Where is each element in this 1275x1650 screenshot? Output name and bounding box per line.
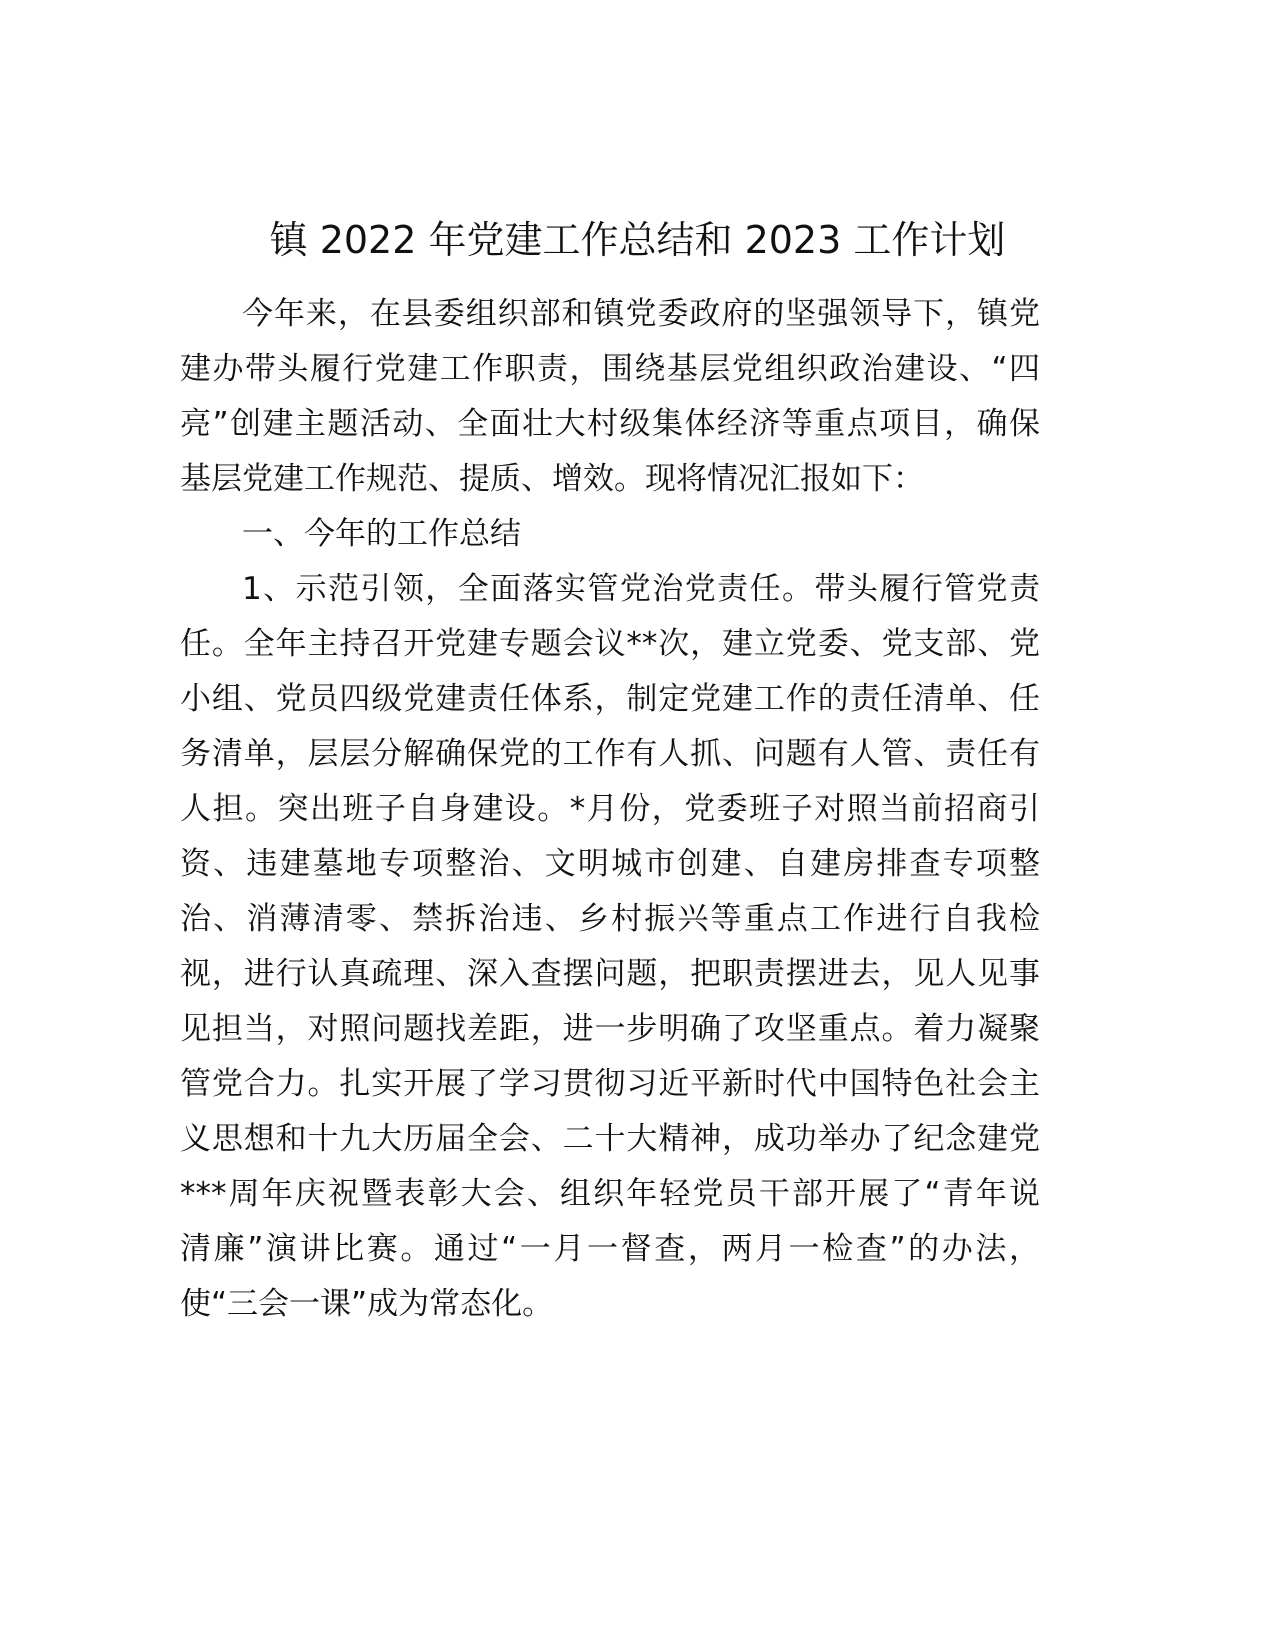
text-line: 务清单，层层分解确保党的工作有人抓、问题有人管、责任有 — [180, 736, 1040, 772]
text-line: 今年来，在县委组织部和镇党委政府的坚强领导下，镇党 — [242, 296, 1040, 332]
text-line: 小组、党员四级党建责任体系，制定党建工作的责任清单、任 — [180, 681, 1040, 717]
document-body — [180, 287, 1040, 1332]
text-line: 1、示范引领，全面落实管党治党责任。带头履行管党责 — [242, 571, 1040, 607]
text-line: 义思想和十九大历届全会、二十大精神，成功举办了纪念建党 — [180, 1121, 1040, 1157]
text-line: 见担当，对照问题找差距，进一步明确了攻坚重点。着力凝聚 — [180, 1011, 1040, 1047]
document-title: 镇 2022 年党建工作总结和 2023 工作计划 — [269, 218, 1006, 262]
text-line: 资、违建墓地专项整治、文明城市创建、自建房排查专项整 — [180, 846, 1040, 882]
section-heading-text: 一、今年的工作总结 — [242, 516, 521, 552]
text-line: 基层党建工作规范、提质、增效。现将情况汇报如下： — [180, 461, 924, 497]
text-line: 亮”创建主题活动、全面壮大村级集体经济等重点项目，确保 — [180, 406, 1040, 442]
text-line: 视，进行认真疏理、深入查摆问题，把职责摆进去，见人见事 — [180, 956, 1040, 992]
text-line: 任。全年主持召开党建专题会议**次，建立党委、党支部、党 — [180, 626, 1040, 662]
paragraph-item-1 — [180, 562, 1040, 1332]
paragraph-intro — [180, 287, 1040, 507]
text-line: 治、消薄清零、禁拆治违、乡村振兴等重点工作进行自我检 — [180, 901, 1040, 937]
text-line: 使“三会一课”成为常态化。 — [180, 1286, 554, 1322]
section-heading — [180, 507, 1040, 562]
text-line: ***周年庆祝暨表彰大会、组织年轻党员干部开展了“青年说 — [180, 1176, 1040, 1212]
text-line: 人担。突出班子自身建设。*月份，党委班子对照当前招商引 — [180, 791, 1040, 827]
text-line: 清廉”演讲比赛。通过“一月一督查，两月一检查”的办法， — [180, 1231, 1040, 1267]
text-line: 建办带头履行党建工作职责，围绕基层党组织政治建设、“四 — [180, 351, 1040, 387]
text-line: 管党合力。扎实开展了学习贯彻习近平新时代中国特色社会主 — [180, 1066, 1040, 1102]
